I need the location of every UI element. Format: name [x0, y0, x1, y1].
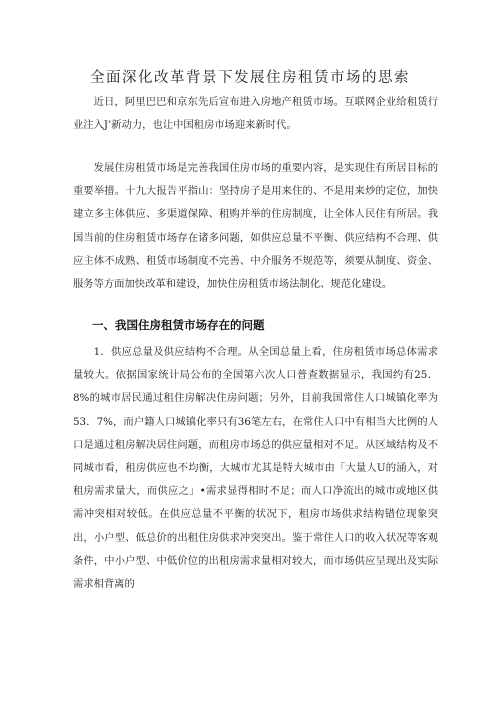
body-paragraph-2: 1．供应总量及供应结构不合理。从全国总量上看，住房租赁市场总体需求量较大。依据国家统计局公布的全国第六次人口普查数据显示，我国约有25．8%的城市居民通过租住房解决住房问题；另外，目前我国常住人口城镇化率为53．7%，而户籍人口城镇化率只有36笔左右，在常住人口中有相当大比例的人口是通过租房解决居住问题，而租房市场总的供应量相对不足。从区域结构及不同城市看，租房供应也不均衡，大城市尤其是特大城市由「大量人U的涌入，对租房需求量大，而供应之」•需求显得相时不足；而人口净流出的城市或地区供需冲突相对较低。在供应总量不平衡的状况下，租房市场供求结构错位现象突出，小户型、低总价的出租住房供求冲突突出。鉴于常住人口的收入状况等客观条件，中小户型、中低价位的出租房需求量相对较大，而市场供应呈现出及实际需求相背离的 [73, 346, 438, 591]
intro-paragraph: 近日，阿里巴巴和京东先后宣布进入房地产租赁市场。互联网企业给租赁行业注入J’新动力，也让中国租房市场迎来新时代。 [73, 96, 438, 132]
document-title: 全面深化改革背景下发展住房租赁市场的思索 [90, 70, 410, 86]
section-heading: 一、我国住房租赁市场存在的问题 [92, 318, 265, 332]
body-paragraph-1: 发展住房租赁市场是完善我国住房市场的重要内容，是实现住有所居目标的重要举措。十九大报告平指山：坚持房子是用来住的、不是用来炒的定位，加快建立多主体供应、多渠道保障、租购并举的住房制度，让全体人民住有所居。我国当前的住房租赁市场存在诸多问题，如供应总量不平衡、供应结构不合理、供应主体不成熟、租赁市场制度不完善、中介服务不规范等，须要从制度、资金、服务等方面加快改革和建设，加快住房租赁市场法制化、规范化建设。 [73, 162, 438, 291]
